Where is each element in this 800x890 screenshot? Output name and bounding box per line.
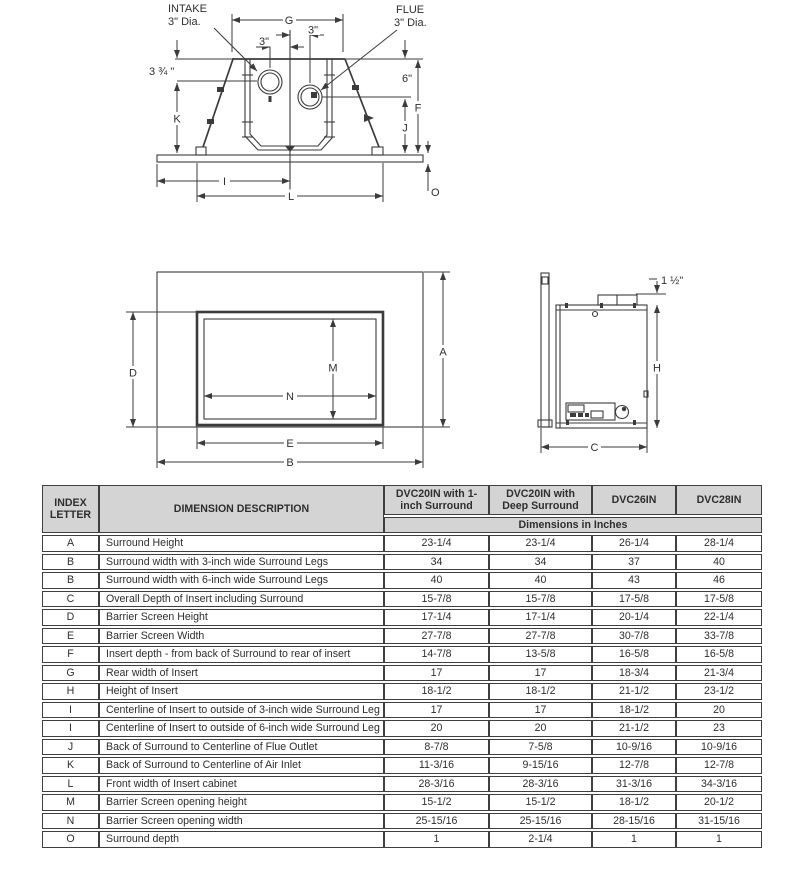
intake-callout-line1: INTAKE	[168, 3, 207, 15]
dimensions-table	[42, 483, 762, 850]
intake-opening	[258, 70, 282, 94]
value-cell: 17	[384, 665, 489, 682]
value-cell: 15-1/2	[384, 794, 489, 811]
dim-label-j: J	[402, 122, 408, 135]
value-cell: 20	[384, 720, 489, 737]
description-cell: Centerline of Insert to outside of 3-inch wide Surround Leg	[99, 702, 384, 719]
table-row	[42, 535, 762, 552]
description-cell: Surround depth	[99, 831, 384, 848]
barrier-screen-opening	[204, 319, 376, 419]
dim-label-3-34: 3 ¾ "	[149, 66, 175, 78]
table-row	[42, 831, 762, 848]
index-letter-cell: M	[42, 794, 99, 811]
index-letter-cell: B	[42, 572, 99, 589]
table-row	[42, 646, 762, 663]
value-cell: 1	[384, 831, 489, 848]
value-cell: 11-3/16	[384, 757, 489, 774]
value-cell: 12-7/8	[592, 757, 676, 774]
dim-label-e: E	[286, 438, 294, 450]
value-cell: 17	[384, 702, 489, 719]
value-cell: 20-1/2	[676, 794, 762, 811]
table-row	[42, 628, 762, 645]
index-letter-cell: I	[42, 720, 99, 737]
table-row	[42, 739, 762, 756]
table-row	[42, 572, 762, 589]
value-cell: 2-1/4	[489, 831, 592, 848]
side-view-diagram	[538, 273, 683, 454]
value-cell: 18-1/2	[592, 794, 676, 811]
table-row	[42, 776, 762, 793]
value-cell: 46	[676, 572, 762, 589]
value-cell: 34	[384, 554, 489, 571]
description-cell: Back of Surround to Centerline of Flue Outlet	[99, 739, 384, 756]
description-cell: Rear width of Insert	[99, 665, 384, 682]
value-cell: 28-1/4	[676, 535, 762, 552]
gas-knob	[616, 406, 629, 419]
value-cell: 9-15/16	[489, 757, 592, 774]
insert-body-side	[556, 305, 647, 428]
value-cell: 28-3/16	[489, 776, 592, 793]
value-cell: 25-15/16	[489, 813, 592, 830]
value-cell: 18-1/2	[384, 683, 489, 700]
col-header-model-4: DVC28IN	[676, 485, 762, 515]
value-cell: 10-9/16	[592, 739, 676, 756]
value-cell: 15-7/8	[489, 591, 592, 608]
dim-label-h: H	[653, 362, 661, 375]
value-cell: 30-7/8	[592, 628, 676, 645]
value-cell: 23	[676, 720, 762, 737]
index-letter-cell: G	[42, 665, 99, 682]
value-cell: 18-1/2	[489, 683, 592, 700]
top-view-diagram	[149, 3, 440, 203]
index-letter-cell: K	[42, 757, 99, 774]
description-cell: Surround width with 3-inch wide Surround Legs	[99, 554, 384, 571]
dim-label-g: G	[284, 15, 294, 27]
value-cell: 40	[489, 572, 592, 589]
value-cell: 31-15/16	[676, 813, 762, 830]
value-cell: 23-1/4	[384, 535, 489, 552]
value-cell: 37	[592, 554, 676, 571]
units-subheader: Dimensions in Inches	[384, 517, 762, 533]
table-row	[42, 813, 762, 830]
flue-callout-line2: 3" Dia.	[394, 17, 427, 29]
index-letter-cell: H	[42, 683, 99, 700]
dimension-table-body	[42, 535, 762, 848]
table-row	[42, 683, 762, 700]
description-cell: Barrier Screen opening width	[99, 813, 384, 830]
col-header-model-2: DVC20IN with Deep Surround	[489, 485, 592, 515]
dimensions-table-section	[42, 483, 766, 850]
dim-label-m: M	[328, 362, 338, 375]
value-cell: 18-3/4	[592, 665, 676, 682]
value-cell: 16-5/8	[592, 646, 676, 663]
dim-label-b: B	[286, 457, 294, 469]
table-row	[42, 757, 762, 774]
description-cell: Back of Surround to Centerline of Air Inlet	[99, 757, 384, 774]
index-letter-cell: N	[42, 813, 99, 830]
table-row	[42, 720, 762, 737]
value-cell: 40	[676, 554, 762, 571]
value-cell: 7-5/8	[489, 739, 592, 756]
index-letter-cell: O	[42, 831, 99, 848]
intake-callout-line2: 3" Dia.	[168, 16, 201, 28]
table-row	[42, 794, 762, 811]
index-letter-cell: E	[42, 628, 99, 645]
surround-panel-side	[541, 273, 549, 427]
description-cell: Centerline of Insert to outside of 6-inch wide Surround Leg	[99, 720, 384, 737]
description-cell: Barrier Screen opening height	[99, 794, 384, 811]
front-view-diagram	[126, 272, 450, 469]
value-cell: 20	[489, 720, 592, 737]
value-cell: 14-7/8	[384, 646, 489, 663]
value-cell: 10-9/16	[676, 739, 762, 756]
value-cell: 34	[489, 554, 592, 571]
dim-label-n: N	[286, 391, 294, 403]
dim-label-d: D	[129, 367, 137, 380]
value-cell: 17-5/8	[592, 591, 676, 608]
dim-label-o: O	[431, 187, 440, 199]
value-cell: 18-1/2	[592, 702, 676, 719]
value-cell: 15-7/8	[384, 591, 489, 608]
description-cell: Barrier Screen Height	[99, 609, 384, 626]
value-cell: 16-5/8	[676, 646, 762, 663]
description-cell: Barrier Screen Width	[99, 628, 384, 645]
value-cell: 28-15/16	[592, 813, 676, 830]
description-cell: Insert depth - from back of Surround to rear of insert	[99, 646, 384, 663]
value-cell: 1	[592, 831, 676, 848]
value-cell: 43	[592, 572, 676, 589]
index-letter-cell: C	[42, 591, 99, 608]
col-header-model-1: DVC20IN with 1-inch Surround	[384, 485, 489, 515]
value-cell: 21-3/4	[676, 665, 762, 682]
value-cell: 20	[676, 702, 762, 719]
description-cell: Overall Depth of Insert including Surround	[99, 591, 384, 608]
dim-label-3-left: 3"	[258, 36, 270, 48]
value-cell: 21-1/2	[592, 683, 676, 700]
index-letter-cell: F	[42, 646, 99, 663]
value-cell: 33-7/8	[676, 628, 762, 645]
dim-label-3-right: 3"	[307, 24, 319, 37]
value-cell: 20-1/4	[592, 609, 676, 626]
index-letter-cell: L	[42, 776, 99, 793]
value-cell: 23-1/2	[676, 683, 762, 700]
col-header-index-letter: INDEX LETTER	[42, 485, 99, 533]
dim-label-k: K	[173, 113, 181, 126]
description-cell: Height of Insert	[99, 683, 384, 700]
value-cell: 8-7/8	[384, 739, 489, 756]
index-letter-cell: I	[42, 702, 99, 719]
value-cell: 17	[489, 702, 592, 719]
value-cell: 26-1/4	[592, 535, 676, 552]
dim-label-i: I	[222, 176, 227, 188]
value-cell: 17-1/4	[384, 609, 489, 626]
table-row	[42, 702, 762, 719]
flue-opening	[298, 85, 322, 109]
table-row	[42, 665, 762, 682]
value-cell: 34-3/16	[676, 776, 762, 793]
dim-label-6: 6"	[401, 73, 413, 85]
index-letter-cell: J	[42, 739, 99, 756]
value-cell: 25-15/16	[384, 813, 489, 830]
value-cell: 13-5/8	[489, 646, 592, 663]
value-cell: 22-1/4	[676, 609, 762, 626]
table-row	[42, 591, 762, 608]
col-header-description: DIMENSION DESCRIPTION	[99, 485, 384, 533]
index-letter-cell: B	[42, 554, 99, 571]
table-header	[42, 485, 762, 533]
value-cell: 27-7/8	[384, 628, 489, 645]
dim-label-a: A	[439, 346, 447, 359]
table-row	[42, 554, 762, 571]
description-cell: Front width of Insert cabinet	[99, 776, 384, 793]
value-cell: 17-5/8	[676, 591, 762, 608]
dim-label-l: L	[287, 191, 295, 203]
flue-callout-line1: FLUE	[396, 4, 425, 16]
description-cell: Surround Height	[99, 535, 384, 552]
value-cell: 17-1/4	[489, 609, 592, 626]
value-cell: 17	[489, 665, 592, 682]
value-cell: 31-3/16	[592, 776, 676, 793]
index-letter-cell: A	[42, 535, 99, 552]
table-row	[42, 609, 762, 626]
index-letter-cell: D	[42, 609, 99, 626]
value-cell: 23-1/4	[489, 535, 592, 552]
col-header-model-3: DVC26IN	[592, 485, 676, 515]
description-cell: Surround width with 6-inch wide Surround Legs	[99, 572, 384, 589]
dim-label-c: C	[590, 442, 599, 454]
value-cell: 12-7/8	[676, 757, 762, 774]
value-cell: 21-1/2	[592, 720, 676, 737]
value-cell: 1	[676, 831, 762, 848]
value-cell: 28-3/16	[384, 776, 489, 793]
value-cell: 15-1/2	[489, 794, 592, 811]
insert-front	[197, 312, 383, 425]
value-cell: 27-7/8	[489, 628, 592, 645]
value-cell: 40	[384, 572, 489, 589]
dim-label-1-12: 1 ½"	[661, 275, 684, 287]
dim-label-f: F	[414, 102, 422, 115]
